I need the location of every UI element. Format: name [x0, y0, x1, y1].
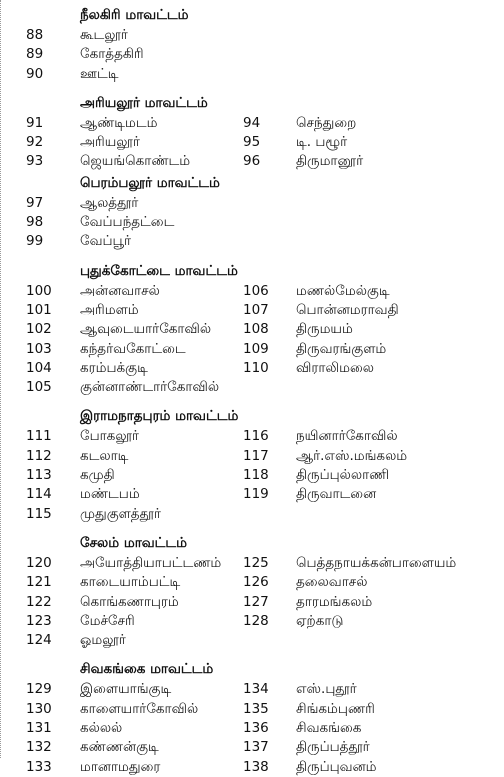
- row-number-right: 94: [243, 114, 261, 131]
- section-pudukkottai: [0, 260, 504, 398]
- table-row: [0, 340, 504, 359]
- row-number: 102: [26, 321, 52, 338]
- row-number: 115: [26, 505, 52, 522]
- table-row: [0, 738, 504, 757]
- block-name: ஊட்டி: [80, 65, 119, 82]
- row-number-right: 117: [243, 447, 269, 464]
- section-perambalur: [0, 172, 504, 252]
- row-number-right: 106: [243, 282, 269, 299]
- row-number-right: 109: [243, 340, 269, 357]
- table-row: [0, 505, 504, 524]
- block-name-right: நயினார்கோவில்: [296, 428, 398, 445]
- district-heading: பெரம்பலூர் மாவட்டம்: [80, 174, 220, 191]
- table-row: [0, 612, 504, 631]
- block-name-right: பொன்னமராவதி: [296, 301, 399, 318]
- row-number: 92: [26, 134, 44, 151]
- block-name-right: ஆர்.எஸ்.மங்கலம்: [296, 447, 408, 464]
- block-name: குன்னாண்டார்கோவில்: [80, 379, 220, 396]
- block-name: ஆவுடையார்கோவில்: [80, 321, 212, 338]
- block-name: மேச்சேரி: [80, 612, 135, 629]
- row-number: 101: [26, 301, 52, 318]
- table-row: [0, 194, 504, 213]
- district-heading: அரியலூர் மாவட்டம்: [80, 94, 208, 111]
- row-number: 100: [26, 282, 52, 299]
- district-block-list: [0, 4, 504, 777]
- block-name: ஓமலூர்: [80, 632, 126, 649]
- row-number-right: 127: [243, 593, 269, 610]
- row-number: 93: [26, 153, 44, 170]
- block-name: ஜெயங்கொண்டம்: [80, 153, 191, 170]
- block-name-right: பெத்தநாயக்கன்பாளையம்: [296, 554, 457, 571]
- block-name-right: தாரமங்கலம்: [296, 593, 373, 610]
- block-name: மானாமதுரை: [80, 758, 161, 775]
- section-ramanathapuram: [0, 405, 504, 523]
- table-row: [0, 282, 504, 301]
- block-name: அன்னவாசல்: [80, 282, 160, 299]
- row-number: 105: [26, 379, 52, 396]
- district-heading: புதுக்கோட்டை மாவட்டம்: [80, 262, 238, 279]
- block-name: கமுதி: [80, 467, 115, 484]
- table-row: [0, 213, 504, 232]
- row-number-right: 135: [243, 700, 269, 717]
- table-row: [0, 133, 504, 152]
- row-number: 90: [26, 65, 44, 82]
- block-name-right: திருமானூர்: [296, 153, 364, 170]
- section-sivaganga: [0, 658, 504, 776]
- block-name: இளையாங்குடி: [80, 681, 172, 698]
- row-number-right: 116: [243, 428, 269, 445]
- block-name: அரிமளம்: [80, 301, 139, 318]
- block-name: ஆண்டிமடம்: [80, 114, 158, 131]
- block-name-right: எஸ்.புதூர்: [296, 681, 357, 698]
- block-name: காளையார்கோவில்: [80, 700, 199, 717]
- block-name: கண்ணன்குடி: [80, 739, 159, 756]
- table-row: [0, 152, 504, 171]
- district-heading: இராமநாதபுரம் மாவட்டம்: [80, 408, 239, 425]
- block-name: வேப்பந்தட்டை: [80, 214, 175, 231]
- row-number-right: 136: [243, 720, 269, 737]
- block-name: கோத்தகிரி: [80, 46, 144, 63]
- table-row: [0, 359, 504, 378]
- block-name: மண்டபம்: [80, 486, 140, 503]
- block-name: ஆலத்தூர்: [80, 194, 139, 211]
- row-number: 131: [26, 720, 52, 737]
- row-number-right: 118: [243, 467, 269, 484]
- block-name-right: மணல்மேல்குடி: [296, 282, 390, 299]
- block-name: காடையாம்பட்டி: [80, 574, 181, 591]
- row-number: 113: [26, 467, 52, 484]
- row-number: 99: [26, 233, 44, 250]
- row-number-right: 108: [243, 321, 269, 338]
- district-heading: நீலகிரி மாவட்டம்: [80, 7, 189, 23]
- section-ariyalur: [0, 92, 504, 172]
- row-number: 133: [26, 758, 52, 775]
- block-name: கல்லல்: [80, 720, 123, 737]
- table-row: [0, 466, 504, 485]
- block-name-right: திருவாடனை: [296, 486, 377, 503]
- block-name-right: சிங்கம்புணரி: [296, 700, 375, 717]
- row-number: 124: [26, 632, 52, 649]
- table-row: [0, 447, 504, 466]
- table-row: [0, 232, 504, 251]
- row-number: 98: [26, 214, 44, 231]
- block-name: கொங்கணாபுரம்: [80, 593, 179, 610]
- table-row: [0, 593, 504, 612]
- table-row: [0, 554, 504, 573]
- row-number-right: 134: [243, 681, 269, 698]
- table-row: [0, 45, 504, 64]
- block-name-right: தலைவாசல்: [296, 574, 368, 591]
- section-salem: [0, 532, 504, 650]
- row-number: 123: [26, 612, 52, 629]
- block-name-right: ஏற்காடு: [296, 612, 344, 629]
- row-number: 111: [26, 428, 52, 445]
- block-name-right: சிவகங்கை: [296, 720, 362, 737]
- row-number-right: 95: [243, 134, 261, 151]
- block-name: கடலாடி: [80, 447, 129, 464]
- row-number: 88: [26, 27, 44, 43]
- table-row: [0, 378, 504, 397]
- table-row: [0, 427, 504, 446]
- district-heading: சேலம் மாவட்டம்: [80, 534, 188, 551]
- row-number: 103: [26, 340, 52, 357]
- table-row: [0, 700, 504, 719]
- table-row: [0, 320, 504, 339]
- row-number-right: 96: [243, 153, 261, 170]
- table-row: [0, 680, 504, 699]
- block-name-right: விராலிமலை: [296, 359, 374, 376]
- district-heading: சிவகங்கை மாவட்டம்: [80, 661, 214, 678]
- block-name: அயோத்தியாபட்டணம்: [80, 554, 222, 571]
- row-number-right: 137: [243, 739, 269, 756]
- table-row: [0, 631, 504, 650]
- table-row: [0, 65, 504, 84]
- block-name: முதுகுளத்தூர்: [80, 505, 161, 522]
- block-name: கூடலூர்: [80, 27, 128, 43]
- row-number: 122: [26, 593, 52, 610]
- section-nilgiris: [0, 4, 504, 84]
- row-number: 130: [26, 700, 52, 717]
- row-number-right: 110: [243, 359, 269, 376]
- table-row: [0, 573, 504, 592]
- row-number: 121: [26, 574, 52, 591]
- row-number-right: 125: [243, 554, 269, 571]
- row-number: 129: [26, 681, 52, 698]
- row-number-right: 128: [243, 612, 269, 629]
- row-number: 132: [26, 739, 52, 756]
- row-number: 97: [26, 194, 44, 211]
- row-number-right: 119: [243, 486, 269, 503]
- block-name-right: டி. பழூர்: [296, 134, 348, 151]
- row-number: 120: [26, 554, 52, 571]
- row-number: 112: [26, 447, 52, 464]
- row-number-right: 138: [243, 758, 269, 775]
- block-name-right: திருப்புவனம்: [296, 758, 377, 775]
- block-name: கரம்பக்குடி: [80, 359, 148, 376]
- block-name-right: திருப்பத்தூர்: [296, 739, 370, 756]
- table-row: [0, 114, 504, 133]
- row-number: 114: [26, 486, 52, 503]
- row-number: 91: [26, 114, 44, 131]
- table-row: [0, 758, 504, 777]
- row-number-right: 107: [243, 301, 269, 318]
- block-name: வேப்பூர்: [80, 233, 132, 250]
- block-name-right: திருப்புல்லாணி: [296, 467, 390, 484]
- block-name: போகலூர்: [80, 428, 139, 445]
- block-name-right: செந்துறை: [296, 114, 357, 131]
- block-name: கந்தர்வகோட்டை: [80, 340, 186, 357]
- table-row: [0, 719, 504, 738]
- block-name-right: திருமயம்: [296, 321, 353, 338]
- block-name-right: திருவரங்குளம்: [296, 340, 387, 357]
- table-row: [0, 26, 504, 45]
- table-row: [0, 301, 504, 320]
- table-row: [0, 485, 504, 504]
- row-number: 104: [26, 359, 52, 376]
- block-name: அரியலூர்: [80, 134, 140, 151]
- row-number: 89: [26, 46, 44, 63]
- row-number-right: 126: [243, 574, 269, 591]
